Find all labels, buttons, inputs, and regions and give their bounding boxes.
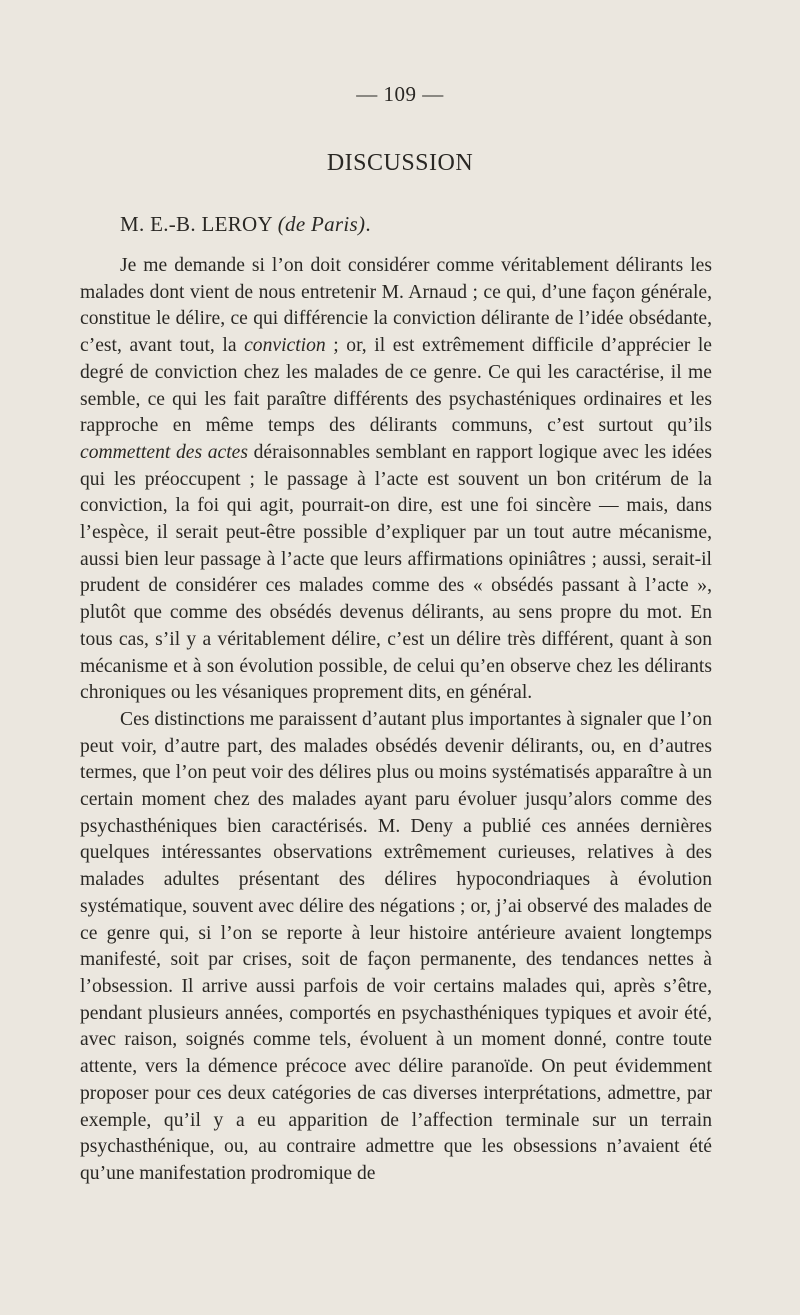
paragraph-1 [80,253,712,707]
speaker-line [120,212,371,237]
speaker-place: (de Paris) [277,212,366,236]
p1-text-c: déraisonnables semblant en rapport logique avec les idées qui les préoccupent ; le passage à l’acte est souvent un bon critérum de la conviction, la foi qui agit, pourrait-on dire, est une foi sincère — mais, dans l’espèce, il serait peut-être possible d’expliquer par un tout autre mécanisme, aussi bien leur passage à l’acte que leurs affirmations opiniâtres ; aussi, serait-il prudent de considérer ces malades comme des « obsédés passant à l’acte », plutôt que comme des obsédés devenus délirants, au sens propre du mot. En tous cas, s’il y a véritablement délire, c’est un délire très différent, quant à son mécanisme et à son évolution possible, de celui qu’en observe chez les délirants chroniques ou les vésaniques proprement dits, en général. [80,441,712,704]
p1-emphasis-actes: commettent des actes [80,441,248,463]
speaker-name: M. E.-B. LEROY [120,212,273,236]
p1-text-a: Je me demande si l’on doit considérer comme véritablement délirants les malades dont vient de nous entretenir M. Arnaud ; ce qui, d’une façon générale, constitue le délire, ce qui différencie la conviction délirante de l’idée obsédante, c’est, avant tout, la [80,255,712,357]
body-text [80,253,712,1188]
speaker-end: . [365,212,371,236]
p1-text-b: ; or, il est extrêmement difficile d’apprécier le degré de conviction chez les malades de ce genre. Ce qui les caractérise, il me semble, ce qui les fait paraître différents des psychasténiques ordinaires et les rapproche en même temps des délirants communs, c’est surtout qu’ils [80,335,712,437]
paragraph-2: Ces distinctions me paraissent d’autant plus importantes à signaler que l’on peut voir, d’autre part, des malades obsédés devenir délirants, ou, en d’autres termes, que l’on peut voir des délires plus ou moins systématisés apparaître à un certain moment chez des malades ayant paru évoluer jusqu’alors comme des psychasthéniques bien caractérisés. M. Deny a publié ces années dernières quelques intéressantes observations extrêmement curieuses, relatives à des malades adultes présentant des délires hypocondriaques à évolution systématique, souvent avec délire des négations ; or, j’ai observé des malades de ce genre qui, si l’on se reporte à leur histoire antérieure avaient longtemps manifesté, soit par crises, soit de façon permanente, des tendances nettes à l’obsession. Il arrive aussi parfois de voir certains malades qui, après s’être, pendant plusieurs années, comportés en psychasthéniques typiques et avoir été, avec raison, soignés comme tels, évoluent à un moment donné, contre toute attente, vers la démence précoce avec délire paranoïde. On peut évidemment proposer pour ces deux catégories de cas diverses interprétations, admettre, par exemple, qu’il y a eu apparition de l’affection terminale sur un terrain psychasthénique, ou, au contraire admettre que les obsessions n’avaient été qu’une manifestation prodromique de [80,708,712,1184]
page-number: — 109 — [356,82,444,106]
p1-emphasis-conviction: conviction [244,335,326,357]
section-heading: DISCUSSION [326,150,474,176]
